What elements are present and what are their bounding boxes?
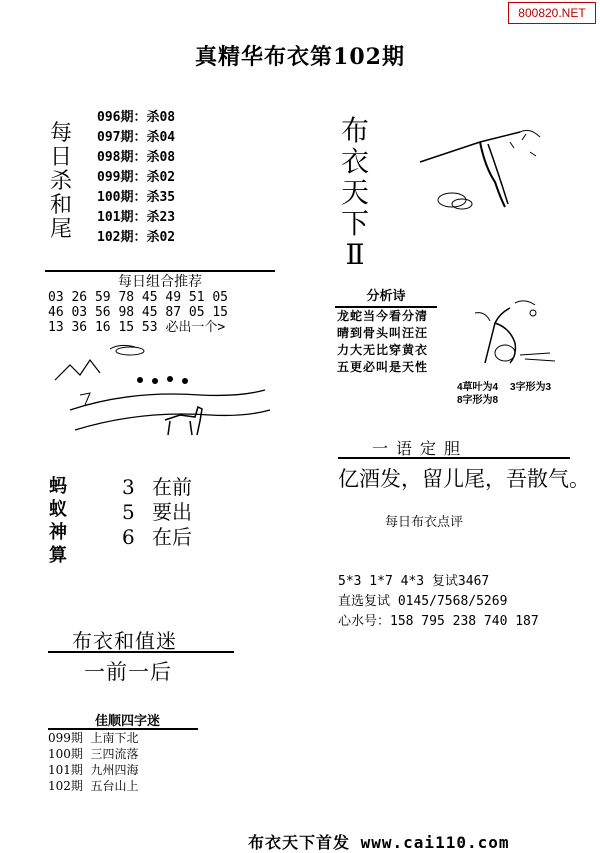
analysis-poem xyxy=(337,308,428,376)
footer-text: 布衣天下首发 www.cai110.com xyxy=(248,833,510,852)
combo-list xyxy=(48,290,228,335)
ant-list xyxy=(122,475,192,550)
analysis-hint: 8字形为8 xyxy=(457,395,499,406)
four-char-list xyxy=(48,730,139,794)
list-item xyxy=(122,525,192,550)
list-item: 100期 三四流落 xyxy=(48,747,139,761)
poem-line: 龙蛇当今看分清 xyxy=(337,309,429,323)
page-title: 真精华布衣第102期 xyxy=(195,44,405,70)
divider xyxy=(48,651,234,653)
ant-number: 6 xyxy=(122,525,135,549)
list-item: 098期：杀08 xyxy=(97,150,176,165)
comment-title: 每日布衣点评 xyxy=(385,515,464,530)
daily-kill-title-char: 尾 xyxy=(49,217,72,242)
buyi-tianxia-char: 下 xyxy=(340,207,369,240)
comment-line: 心水号：158 795 238 740 187 xyxy=(338,614,539,629)
list-item: 100期：杀35 xyxy=(97,190,176,205)
buyi-tianxia-title xyxy=(338,115,372,270)
ant-title-char: 算 xyxy=(49,545,67,566)
analysis-hint: 3字形为3 xyxy=(510,382,552,393)
list-item: 096期：杀08 xyxy=(97,110,176,125)
ant-title-char: 神 xyxy=(49,522,67,543)
daily-kill-title-char: 杀 xyxy=(49,169,72,194)
ant-text: 在后 xyxy=(152,525,192,549)
ant-title xyxy=(45,475,71,567)
list-item: 101期 九州四海 xyxy=(48,763,139,777)
hezhi-title: 布衣和值迷 xyxy=(72,629,177,653)
combo-row: 03 26 59 78 45 49 51 05 xyxy=(48,290,229,305)
hezhi-text: 一前一后 xyxy=(84,660,172,684)
four-char-title: 佳顺四字迷 xyxy=(95,714,161,729)
list-item xyxy=(122,500,192,525)
combo-title: 每日组合推荐 xyxy=(45,270,275,292)
daily-kill-title-char: 和 xyxy=(49,193,72,218)
list-item xyxy=(122,475,192,500)
divider xyxy=(338,457,570,459)
watermark: 800820.NET xyxy=(508,2,596,24)
daily-kill-list xyxy=(97,108,175,248)
deer-landscape-illustration xyxy=(50,335,275,450)
list-item: 102期：杀02 xyxy=(97,230,176,245)
list-item: 097期：杀04 xyxy=(97,130,176,145)
ant-number: 3 xyxy=(122,475,135,499)
daily-kill-title-char: 每 xyxy=(49,121,72,146)
list-item: 101期：杀23 xyxy=(97,210,176,225)
ant-text: 要出 xyxy=(152,500,192,524)
ant-title-char: 蚂 xyxy=(49,476,67,497)
combo-row: 13 36 16 15 53 必出一个> xyxy=(48,320,226,335)
buyi-tianxia-char: Ⅱ xyxy=(345,238,365,271)
plant-sketch-illustration xyxy=(455,293,565,373)
list-item: 102期 五台山上 xyxy=(48,779,139,793)
poem-line: 力大无比穿黄衣 xyxy=(337,343,429,357)
ant-number: 5 xyxy=(122,500,135,524)
poem-line: 晴到骨头叫汪汪 xyxy=(337,326,429,340)
list-item: 099期：杀02 xyxy=(97,170,176,185)
comment-line: 直选复试 0145/7568/5269 xyxy=(338,594,508,609)
poem-line: 五更必叫是天性 xyxy=(337,360,429,374)
buyi-tianxia-char: 布 xyxy=(340,114,369,147)
comment-line: 5*3 1*7 4*3 复试3467 xyxy=(338,574,490,589)
daily-kill-title xyxy=(47,122,75,242)
analysis-title: 分析诗 xyxy=(335,288,437,308)
analysis-hint: 4草叶为4 xyxy=(457,382,499,393)
list-item: 099期 上南下北 xyxy=(48,731,139,745)
yiyu-text: 亿酒发，留儿尾，吾散气。 xyxy=(338,467,590,491)
ant-title-char: 蚁 xyxy=(49,499,67,520)
combo-row: 46 03 56 98 45 87 05 15 xyxy=(48,305,229,320)
tree-sketch-illustration xyxy=(410,112,555,212)
comment-list xyxy=(338,572,539,632)
daily-kill-title-char: 日 xyxy=(49,145,72,170)
buyi-tianxia-char: 天 xyxy=(340,176,369,209)
buyi-tianxia-char: 衣 xyxy=(340,145,369,178)
yiyu-title: 一语定胆 xyxy=(372,439,469,458)
ant-text: 在前 xyxy=(152,475,192,499)
